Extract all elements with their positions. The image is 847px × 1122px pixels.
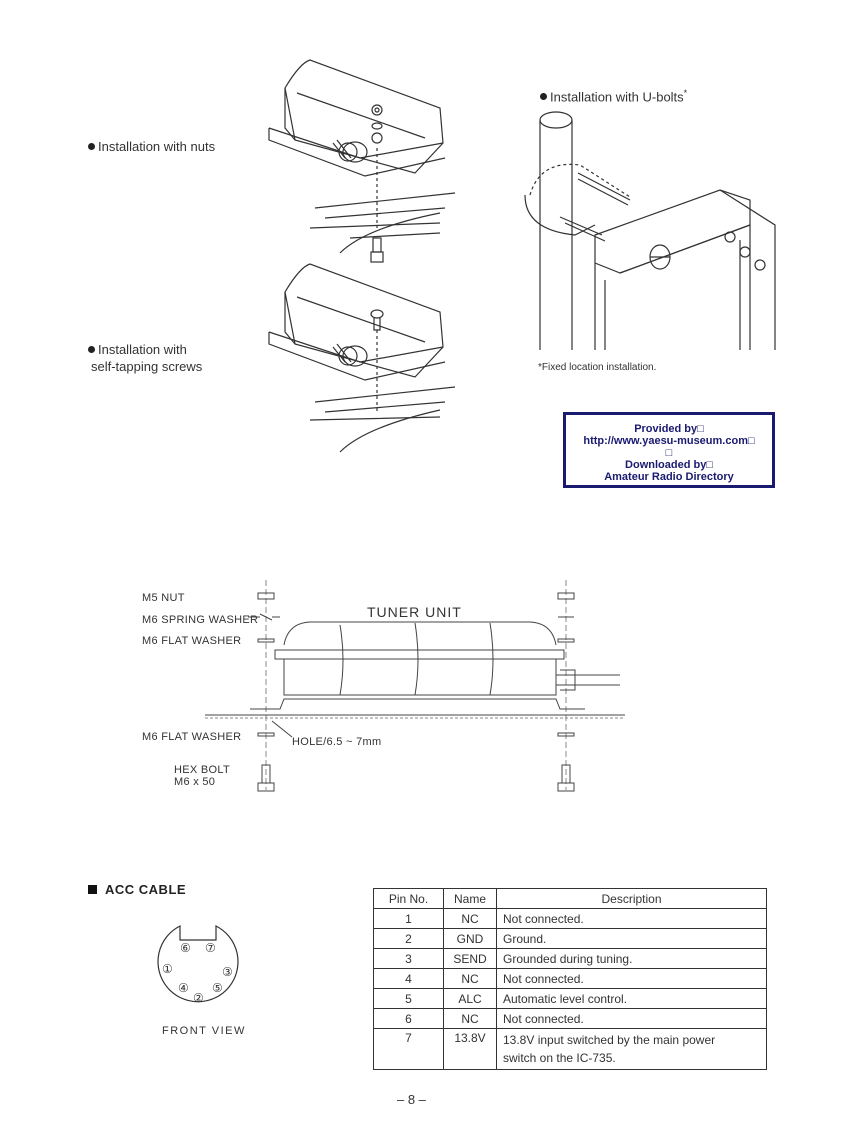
bullet-icon bbox=[88, 346, 95, 353]
bullet-icon bbox=[88, 143, 95, 150]
label-m5-nut: M5 NUT bbox=[142, 592, 185, 604]
bullet-icon bbox=[540, 93, 547, 100]
table-row bbox=[374, 969, 767, 989]
desc-cell: Not connected. bbox=[497, 909, 767, 929]
desc-cell: Grounded during tuning. bbox=[497, 949, 767, 969]
page-number: – 8 – bbox=[397, 1092, 426, 1107]
table-header-row bbox=[374, 889, 767, 909]
desc-line2: switch on the IC-735. bbox=[503, 1051, 616, 1065]
name-cell: 13.8V bbox=[444, 1029, 497, 1070]
pin-7-label: ⑦ bbox=[205, 941, 216, 955]
desc-cell: Ground. bbox=[497, 929, 767, 949]
pin-cell: 2 bbox=[374, 929, 444, 949]
pin-cell: 7 bbox=[374, 1029, 444, 1070]
name-cell: GND bbox=[444, 929, 497, 949]
label-hex-bolt-size: M6 x 50 bbox=[174, 776, 216, 788]
front-view-label: FRONT VIEW bbox=[162, 1025, 246, 1037]
nuts-install-illustration bbox=[255, 58, 465, 273]
pin-cell: 6 bbox=[374, 1009, 444, 1029]
pin-cell: 3 bbox=[374, 949, 444, 969]
downloaded-by-line: Downloaded by□ bbox=[625, 459, 713, 471]
table-row bbox=[374, 909, 767, 929]
install-nuts-label: Installation with nuts bbox=[88, 138, 215, 155]
name-cell: ALC bbox=[444, 989, 497, 1009]
pin-5-label: ⑤ bbox=[212, 981, 223, 995]
table-row bbox=[374, 929, 767, 949]
pin-cell: 1 bbox=[374, 909, 444, 929]
desc-cell: Not connected. bbox=[497, 1009, 767, 1029]
header-name: Name bbox=[444, 889, 497, 909]
header-description: Description bbox=[497, 889, 767, 909]
pin-1-label: ① bbox=[162, 962, 173, 976]
acc-connector-diagram bbox=[150, 918, 245, 1013]
name-cell: SEND bbox=[444, 949, 497, 969]
label-m6-flat-washer-bottom: M6 FLAT WASHER bbox=[142, 731, 242, 743]
acc-cable-title: ACC CABLE bbox=[88, 882, 186, 897]
pin-cell: 5 bbox=[374, 989, 444, 1009]
provided-by-box bbox=[563, 412, 775, 488]
table-row bbox=[374, 949, 767, 969]
install-ubolt-label: Installation with U-bolts* bbox=[540, 85, 687, 105]
table-row bbox=[374, 1029, 767, 1070]
desc-cell: Not connected. bbox=[497, 969, 767, 989]
tuner-mounting-diagram bbox=[200, 575, 630, 800]
amateur-radio-line: Amateur Radio Directory bbox=[604, 471, 734, 483]
provided-by-url[interactable]: http://www.yaesu-museum.com□ bbox=[583, 435, 755, 447]
pin-3-label: ③ bbox=[222, 965, 233, 979]
table-row bbox=[374, 1009, 767, 1029]
header-pin-no: Pin No. bbox=[374, 889, 444, 909]
pin-cell: 4 bbox=[374, 969, 444, 989]
pin-2-label: ② bbox=[193, 991, 204, 1005]
tuner-unit-title: TUNER UNIT bbox=[367, 604, 462, 620]
install-tapping-label: Installation with self-tapping screws bbox=[88, 341, 202, 375]
square-bullet-icon bbox=[88, 885, 97, 894]
name-cell: NC bbox=[444, 1009, 497, 1029]
label-m6-spring-washer: M6 SPRING WASHER bbox=[142, 614, 259, 626]
name-cell: NC bbox=[444, 969, 497, 989]
tapping-install-illustration bbox=[255, 262, 465, 467]
label-hole: HOLE/6.5 ~ 7mm bbox=[292, 736, 382, 748]
name-cell: NC bbox=[444, 909, 497, 929]
label-m6-flat-washer-top: M6 FLAT WASHER bbox=[142, 635, 242, 647]
pin-4-label: ④ bbox=[178, 981, 189, 995]
provided-by-line1: Provided by□ bbox=[634, 423, 704, 435]
ubolt-footnote: *Fixed location installation. bbox=[538, 362, 657, 373]
pin-table bbox=[373, 888, 767, 1070]
desc-line1: 13.8V input switched by the main power bbox=[503, 1033, 716, 1047]
provided-by-line3: □ bbox=[665, 447, 673, 459]
label-hex-bolt: HEX BOLT bbox=[174, 764, 230, 776]
pin-6-label: ⑥ bbox=[180, 941, 191, 955]
ubolt-install-illustration bbox=[520, 105, 780, 355]
desc-cell bbox=[497, 1029, 767, 1070]
desc-cell: Automatic level control. bbox=[497, 989, 767, 1009]
table-row bbox=[374, 989, 767, 1009]
